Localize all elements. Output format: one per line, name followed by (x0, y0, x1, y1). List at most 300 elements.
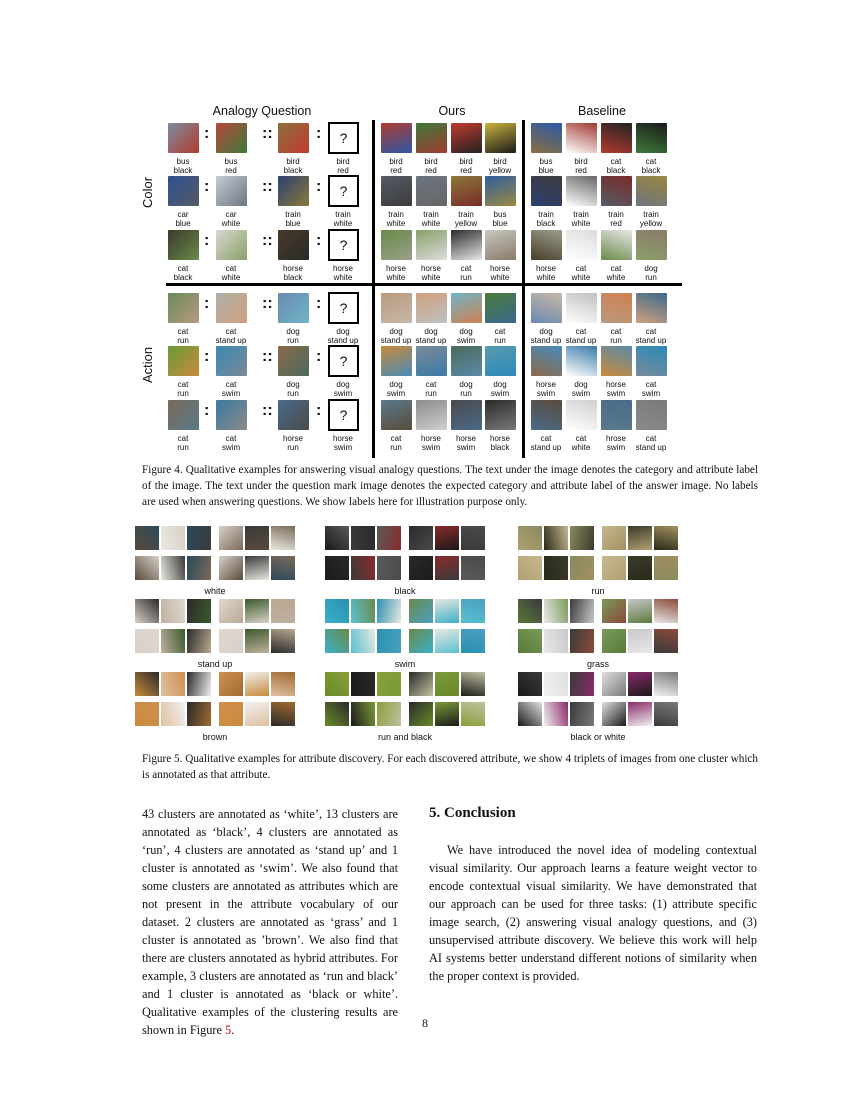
analogy-symbol-row-4-2: :: (262, 295, 273, 312)
cluster-7-image-9 (187, 702, 211, 726)
baseline-label-row-4-2-category: cat (575, 327, 587, 336)
analogy-symbol-row-6-2: :: (262, 402, 273, 419)
cluster-1-image-6 (271, 526, 295, 550)
question-label-row-2-4-attribute: white (333, 219, 353, 228)
question-mark-box-row-1: ? (328, 122, 359, 154)
question-label-row-5-4 (321, 380, 365, 398)
cluster-5-image-6 (461, 599, 485, 623)
baseline-image-row-5-1 (531, 346, 562, 376)
cluster-2-image-1 (325, 526, 349, 550)
baseline-image-row-5-4 (636, 346, 667, 376)
ours-label-row-4-3-attribute: swim (456, 336, 476, 345)
ours-label-row-1-4-category: bird (493, 157, 507, 166)
question-label-row-5-3-attribute: run (287, 389, 299, 398)
baseline-image-row-3-3 (601, 230, 632, 260)
question-label-row-3-1 (161, 264, 205, 282)
question-label-row-2-1-category: car (177, 210, 189, 219)
ours-label-row-6-4-attribute: black (490, 443, 510, 452)
question-label-row-5-4-attribute: swim (333, 389, 353, 398)
cluster-6-image-4 (602, 599, 626, 623)
ours-label-row-1-4-attribute: yellow (488, 166, 512, 175)
ours-label-row-5-4 (478, 380, 522, 398)
ours-label-row-5-2-attribute: run (425, 389, 437, 398)
question-label-row-1-2-attribute: red (225, 166, 237, 175)
ours-label-row-6-2-category: horse (420, 434, 441, 443)
cluster-9-image-6 (654, 672, 678, 696)
cluster-9-image-10 (602, 702, 626, 726)
cluster-4-image-10 (219, 629, 243, 653)
cluster-label-black-or-white: black or white (570, 732, 626, 742)
ours-label-row-2-2-category: train (423, 210, 439, 219)
ours-label-row-6-4 (478, 434, 522, 452)
baseline-label-row-1-1-attribute: blue (538, 166, 554, 175)
ours-label-row-3-2-category: horse (420, 264, 441, 273)
question-image-row-2-2 (216, 176, 247, 206)
cluster-5-image-10 (409, 629, 433, 653)
ours-image-row-1-3 (451, 123, 482, 153)
cluster-3-image-8 (544, 556, 568, 580)
question-image-row-1-1 (168, 123, 199, 153)
cluster-3-image-9 (570, 556, 594, 580)
cluster-2-image-4 (409, 526, 433, 550)
baseline-label-row-4-3-attribute: run (610, 336, 622, 345)
ours-image-row-5-4 (485, 346, 516, 376)
question-image-row-3-3 (278, 230, 309, 260)
ours-label-row-2-4-category: bus (493, 210, 507, 219)
cluster-label-run-and-black: run and black (377, 732, 433, 742)
ours-image-row-4-4 (485, 293, 516, 323)
cluster-6-image-2 (544, 599, 568, 623)
ours-label-row-1-3-category: bird (459, 157, 473, 166)
cluster-label-stand-up: stand up (197, 659, 233, 669)
question-image-row-6-2 (216, 400, 247, 430)
ours-image-row-1-4 (485, 123, 516, 153)
ours-label-row-2-3-category: train (458, 210, 474, 219)
question-mark-box-row-2: ? (328, 175, 359, 207)
figure-5-reference-link[interactable]: 5 (225, 1023, 232, 1037)
baseline-image-row-2-4 (636, 176, 667, 206)
baseline-image-row-4-4 (636, 293, 667, 323)
baseline-image-row-6-1 (531, 400, 562, 430)
figure-5-caption: Figure 5. Qualitative examples for attribute discovery. For each discovered attribute, we show 4 triplets of images from one cluster which is annotated as that attribute. (142, 753, 758, 781)
question-image-row-6-1 (168, 400, 199, 430)
ours-label-row-4-1-attribute: stand up (380, 336, 412, 345)
baseline-label-row-1-2-category: bird (574, 157, 588, 166)
cluster-3-image-7 (518, 556, 542, 580)
question-label-row-6-2-attribute: swim (221, 443, 241, 452)
question-label-row-3-1-category: cat (177, 264, 189, 273)
cluster-4-image-5 (245, 599, 269, 623)
ours-label-row-6-1-attribute: run (390, 443, 402, 452)
cluster-8-image-6 (461, 672, 485, 696)
baseline-label-row-4-4-attribute: stand up (635, 336, 667, 345)
question-image-row-5-1 (168, 346, 199, 376)
ours-label-row-2-4-attribute: blue (492, 219, 508, 228)
analogy-symbol-row-5-1: : (204, 348, 210, 365)
question-image-row-3-1 (168, 230, 199, 260)
cluster-4-image-6 (271, 599, 295, 623)
cluster-9-image-7 (518, 702, 542, 726)
cluster-2-image-5 (435, 526, 459, 550)
ours-label-row-3-3-attribute: run (460, 273, 472, 282)
ours-label-row-5-3-attribute: run (460, 389, 472, 398)
baseline-label-row-5-3-attribute: swim (606, 389, 626, 398)
question-label-row-3-2-category: cat (225, 264, 237, 273)
cluster-label-black: black (394, 586, 416, 596)
question-label-row-6-3-attribute: run (287, 443, 299, 452)
page-number: 8 (422, 1016, 428, 1030)
analogy-symbol-row-5-3: : (316, 348, 322, 365)
cluster-4-image-4 (219, 599, 243, 623)
baseline-label-row-3-4 (629, 264, 673, 282)
baseline-image-row-5-3 (601, 346, 632, 376)
question-image-row-5-3 (278, 346, 309, 376)
baseline-image-row-1-3 (601, 123, 632, 153)
cluster-4-image-9 (187, 629, 211, 653)
cluster-3-image-1 (518, 526, 542, 550)
ours-label-row-4-1-category: dog (389, 327, 403, 336)
baseline-label-row-2-3-attribute: red (610, 219, 622, 228)
cluster-4-image-11 (245, 629, 269, 653)
question-label-row-4-2-attribute: stand up (215, 336, 247, 345)
question-label-row-6-2-category: cat (225, 434, 237, 443)
ours-image-row-6-3 (451, 400, 482, 430)
cluster-8-image-9 (377, 702, 401, 726)
question-mark-box-row-5: ? (328, 345, 359, 377)
question-label-row-2-2-category: car (225, 210, 237, 219)
baseline-label-row-5-2-category: dog (574, 380, 588, 389)
analogy-symbol-row-6-1: : (204, 402, 210, 419)
question-label-row-4-1-attribute: run (177, 336, 189, 345)
cluster-4-image-3 (187, 599, 211, 623)
question-label-row-5-2-category: cat (225, 380, 237, 389)
question-label-row-6-4-attribute: swim (333, 443, 353, 452)
ours-image-row-1-2 (416, 123, 447, 153)
ours-label-row-4-4-category: cat (494, 327, 506, 336)
cluster-1-image-9 (187, 556, 211, 580)
question-image-row-4-1 (168, 293, 199, 323)
ours-label-row-3-4-category: horse (489, 264, 510, 273)
question-label-row-5-2-attribute: swim (221, 389, 241, 398)
cluster-6-image-8 (544, 629, 568, 653)
baseline-label-row-6-2-attribute: white (571, 443, 591, 452)
cluster-3-image-10 (602, 556, 626, 580)
question-image-row-2-1 (168, 176, 199, 206)
baseline-image-row-1-4 (636, 123, 667, 153)
ours-label-row-4-2-category: dog (424, 327, 438, 336)
ours-image-row-3-4 (485, 230, 516, 260)
cluster-2-image-3 (377, 526, 401, 550)
analogy-symbol-row-4-3: : (316, 295, 322, 312)
baseline-image-row-5-2 (566, 346, 597, 376)
analogy-symbol-row-6-3: : (316, 402, 322, 419)
ours-image-row-4-1 (381, 293, 412, 323)
ours-image-row-4-3 (451, 293, 482, 323)
cluster-3-image-6 (654, 526, 678, 550)
ours-label-row-2-2-attribute: white (421, 219, 441, 228)
question-label-row-6-3 (271, 434, 315, 452)
cluster-6-image-11 (628, 629, 652, 653)
ours-image-row-5-2 (416, 346, 447, 376)
analogy-symbol-row-3-1: : (204, 232, 210, 249)
figure-4 (142, 100, 682, 460)
divider-horizontal (166, 283, 682, 286)
question-label-row-5-4-category: dog (336, 380, 350, 389)
ours-label-row-5-4-category: dog (493, 380, 507, 389)
question-mark-box-row-3: ? (328, 229, 359, 261)
baseline-image-row-6-3 (601, 400, 632, 430)
cluster-8-image-3 (377, 672, 401, 696)
cluster-9-image-3 (570, 672, 594, 696)
cluster-2-image-12 (461, 556, 485, 580)
cluster-7-image-12 (271, 702, 295, 726)
question-label-row-4-2 (209, 327, 253, 345)
ours-image-row-6-4 (485, 400, 516, 430)
question-mark-box-row-6: ? (328, 399, 359, 431)
cluster-1-image-8 (161, 556, 185, 580)
baseline-label-row-1-4 (629, 157, 673, 175)
ours-label-row-1-4 (478, 157, 522, 175)
baseline-label-row-6-4-attribute: stand up (635, 443, 667, 452)
cluster-9-image-11 (628, 702, 652, 726)
baseline-image-row-4-1 (531, 293, 562, 323)
question-label-row-5-3 (271, 380, 315, 398)
ours-label-row-1-1-attribute: red (390, 166, 402, 175)
question-label-row-6-3-category: horse (282, 434, 303, 443)
question-label-row-6-1-category: cat (177, 434, 189, 443)
analogy-symbol-row-1-3: : (316, 125, 322, 142)
cluster-7-image-3 (187, 672, 211, 696)
cluster-3-image-4 (602, 526, 626, 550)
baseline-label-row-5-2-attribute: swim (571, 389, 591, 398)
cluster-2-image-8 (351, 556, 375, 580)
cluster-6-image-7 (518, 629, 542, 653)
question-label-row-2-1 (161, 210, 205, 228)
baseline-label-row-1-4-attribute: black (641, 166, 661, 175)
question-label-row-3-2-attribute: white (221, 273, 241, 282)
question-label-row-1-4-category: bird (336, 157, 350, 166)
question-label-row-4-1-category: cat (177, 327, 189, 336)
cluster-label-white: white (204, 586, 226, 596)
cluster-1-image-4 (219, 526, 243, 550)
baseline-image-row-3-4 (636, 230, 667, 260)
question-mark-box-row-4: ? (328, 292, 359, 324)
analogy-symbol-row-4-1: : (204, 295, 210, 312)
conclusion-heading: 5. Conclusion (429, 805, 516, 821)
baseline-label-row-6-4-category: cat (645, 434, 657, 443)
question-label-row-2-2-attribute: white (221, 219, 241, 228)
ours-image-row-3-3 (451, 230, 482, 260)
baseline-image-row-4-3 (601, 293, 632, 323)
question-label-row-4-4-category: dog (336, 327, 350, 336)
ours-label-row-2-1-attribute: white (386, 219, 406, 228)
cluster-1-image-11 (245, 556, 269, 580)
cluster-1-image-5 (245, 526, 269, 550)
baseline-label-row-4-4-category: cat (645, 327, 657, 336)
question-label-row-3-2 (209, 264, 253, 282)
question-label-row-3-4-category: horse (332, 264, 353, 273)
baseline-label-row-3-4-attribute: run (645, 273, 657, 282)
question-label-row-2-4 (321, 210, 365, 228)
baseline-label-row-4-1-attribute: stand up (530, 336, 562, 345)
ours-label-row-5-1-attribute: swim (386, 389, 406, 398)
ours-label-row-3-4 (478, 264, 522, 282)
baseline-label-row-4-3-category: cat (610, 327, 622, 336)
baseline-label-row-3-3-category: cat (610, 264, 622, 273)
baseline-label-row-1-3-category: cat (610, 157, 622, 166)
question-label-row-1-1-attribute: black (173, 166, 193, 175)
cluster-4-image-1 (135, 599, 159, 623)
question-label-row-4-4-attribute: stand up (327, 336, 359, 345)
question-label-row-1-4-attribute: red (337, 166, 349, 175)
cluster-3-image-5 (628, 526, 652, 550)
cluster-8-image-2 (351, 672, 375, 696)
question-label-row-2-3 (271, 210, 315, 228)
ours-label-row-1-2-category: bird (424, 157, 438, 166)
baseline-label-row-5-1-attribute: swim (536, 389, 556, 398)
ours-label-row-2-4 (478, 210, 522, 228)
baseline-label-row-3-1-attribute: white (536, 273, 556, 282)
cluster-9-image-12 (654, 702, 678, 726)
baseline-image-row-6-4 (636, 400, 667, 430)
cluster-1-image-2 (161, 526, 185, 550)
question-label-row-1-2-category: bus (224, 157, 238, 166)
ours-label-row-6-3-attribute: swim (456, 443, 476, 452)
question-image-row-3-2 (216, 230, 247, 260)
cluster-2-image-10 (409, 556, 433, 580)
question-image-row-1-2 (216, 123, 247, 153)
ours-image-row-2-1 (381, 176, 412, 206)
ours-image-row-4-2 (416, 293, 447, 323)
question-label-row-1-1-category: bus (176, 157, 190, 166)
left-column-paragraph: 43 clusters are annotated as ‘white’, 13 clusters are annotated as ‘black’, 4 clusters are annotated as ‘run’, 4 clusters are annotated as ‘stand up’ and 1 cluster is annotated as ‘swim’. We also found that some clusters are annotated as attributes which are not present in the attribute vocabulary of our dataset. 2 clusters are annotated as ‘grass’ and 1 cluster is annotated as ’brown’. We also find that there are clusters annotated as hybrid attributes. For example, 3 clusters are annotated as ‘run and black’ and 1 cluster is annotated as ‘black or white’. Qualitative examples of the clustering results are shown in Figure 5. (142, 807, 398, 1037)
baseline-label-row-5-4 (629, 380, 673, 398)
cluster-6-image-12 (654, 629, 678, 653)
cluster-9-image-4 (602, 672, 626, 696)
question-label-row-5-1 (161, 380, 205, 398)
cluster-label-brown: brown (202, 732, 228, 742)
cluster-4-image-12 (271, 629, 295, 653)
question-label-row-3-4-attribute: white (333, 273, 353, 282)
baseline-label-row-5-4-attribute: swim (641, 389, 661, 398)
cluster-5-image-9 (377, 629, 401, 653)
baseline-label-row-6-1-attribute: stand up (530, 443, 562, 452)
cluster-3-image-12 (654, 556, 678, 580)
row-group-action: Action (140, 346, 155, 383)
ours-image-row-5-1 (381, 346, 412, 376)
ours-label-row-2-3-attribute: yellow (454, 219, 478, 228)
ours-image-row-3-2 (416, 230, 447, 260)
question-label-row-1-4 (321, 157, 365, 175)
cluster-5-image-5 (435, 599, 459, 623)
question-label-row-4-2-category: cat (225, 327, 237, 336)
cluster-5-image-2 (351, 599, 375, 623)
cluster-9-image-2 (544, 672, 568, 696)
question-image-row-2-3 (278, 176, 309, 206)
baseline-label-row-4-2-attribute: stand up (565, 336, 597, 345)
cluster-8-image-8 (351, 702, 375, 726)
ours-label-row-4-4 (478, 327, 522, 345)
baseline-label-row-2-2-attribute: white (571, 219, 591, 228)
ours-label-row-3-4-attribute: white (490, 273, 510, 282)
baseline-label-row-1-1-category: bus (539, 157, 553, 166)
ours-label-row-1-1-category: bird (389, 157, 403, 166)
baseline-label-row-5-1-category: horse (535, 380, 556, 389)
ours-label-row-6-4-category: horse (489, 434, 510, 443)
question-label-row-5-2 (209, 380, 253, 398)
baseline-label-row-1-3-attribute: black (606, 166, 626, 175)
question-label-row-2-2 (209, 210, 253, 228)
baseline-label-row-2-4-category: train (643, 210, 659, 219)
cluster-5-image-3 (377, 599, 401, 623)
cluster-7-image-6 (271, 672, 295, 696)
ours-label-row-3-2-attribute: white (421, 273, 441, 282)
cluster-label-swim: swim (394, 659, 416, 669)
question-label-row-3-3 (271, 264, 315, 282)
question-label-row-1-1 (161, 157, 205, 175)
question-label-row-4-4 (321, 327, 365, 345)
baseline-image-row-3-2 (566, 230, 597, 260)
cluster-label-run: run (591, 586, 605, 596)
baseline-label-row-4-4 (629, 327, 673, 345)
analogy-symbol-row-5-2: :: (262, 348, 273, 365)
analogy-symbol-row-3-3: : (316, 232, 322, 249)
baseline-image-row-3-1 (531, 230, 562, 260)
analogy-symbol-row-2-1: : (204, 178, 210, 195)
baseline-label-row-3-1-category: horse (535, 264, 556, 273)
baseline-label-row-6-3-attribute: swim (606, 443, 626, 452)
figure-5 (130, 526, 720, 744)
ours-label-row-3-3-category: cat (460, 264, 472, 273)
cluster-1-image-3 (187, 526, 211, 550)
cluster-8-image-5 (435, 672, 459, 696)
ours-label-row-1-2-attribute: red (425, 166, 437, 175)
cluster-2-image-7 (325, 556, 349, 580)
baseline-label-row-1-2-attribute: red (575, 166, 587, 175)
question-label-row-1-3-attribute: black (283, 166, 303, 175)
question-image-row-6-3 (278, 400, 309, 430)
cluster-4-image-2 (161, 599, 185, 623)
cluster-8-image-4 (409, 672, 433, 696)
ours-label-row-4-3-category: dog (459, 327, 473, 336)
ours-label-row-2-1-category: train (388, 210, 404, 219)
baseline-label-row-6-2-category: cat (575, 434, 587, 443)
header-ours: Ours (438, 104, 466, 118)
figure-4-caption: Figure 4. Qualitative examples for answering visual analogy questions. The text under the image denotes the category and attribute label of the image. The text under the question mark image denotes the expected category and attribute label of the answer image. No labels are used when answering questions. We show labels here for illustration purpose only. (142, 464, 758, 508)
ours-label-row-4-2-attribute: stand up (415, 336, 447, 345)
analogy-symbol-row-2-3: : (316, 178, 322, 195)
analogy-symbol-row-2-2: :: (262, 178, 273, 195)
baseline-label-row-6-1-category: cat (540, 434, 552, 443)
cluster-2-image-11 (435, 556, 459, 580)
cluster-5-image-8 (351, 629, 375, 653)
question-label-row-4-3-category: dog (286, 327, 300, 336)
baseline-image-row-6-2 (566, 400, 597, 430)
baseline-label-row-2-2-category: train (573, 210, 589, 219)
cluster-1-image-7 (135, 556, 159, 580)
ours-label-row-5-1-category: dog (389, 380, 403, 389)
question-label-row-5-1-attribute: run (177, 389, 189, 398)
analogy-symbol-row-1-2: :: (262, 125, 273, 142)
header-analogy-question: Analogy Question (212, 104, 312, 118)
question-label-row-2-4-category: train (335, 210, 351, 219)
ours-image-row-3-1 (381, 230, 412, 260)
cluster-7-image-5 (245, 672, 269, 696)
question-label-row-3-4 (321, 264, 365, 282)
baseline-image-row-4-2 (566, 293, 597, 323)
question-label-row-3-3-category: horse (282, 264, 303, 273)
question-image-row-1-3 (278, 123, 309, 153)
